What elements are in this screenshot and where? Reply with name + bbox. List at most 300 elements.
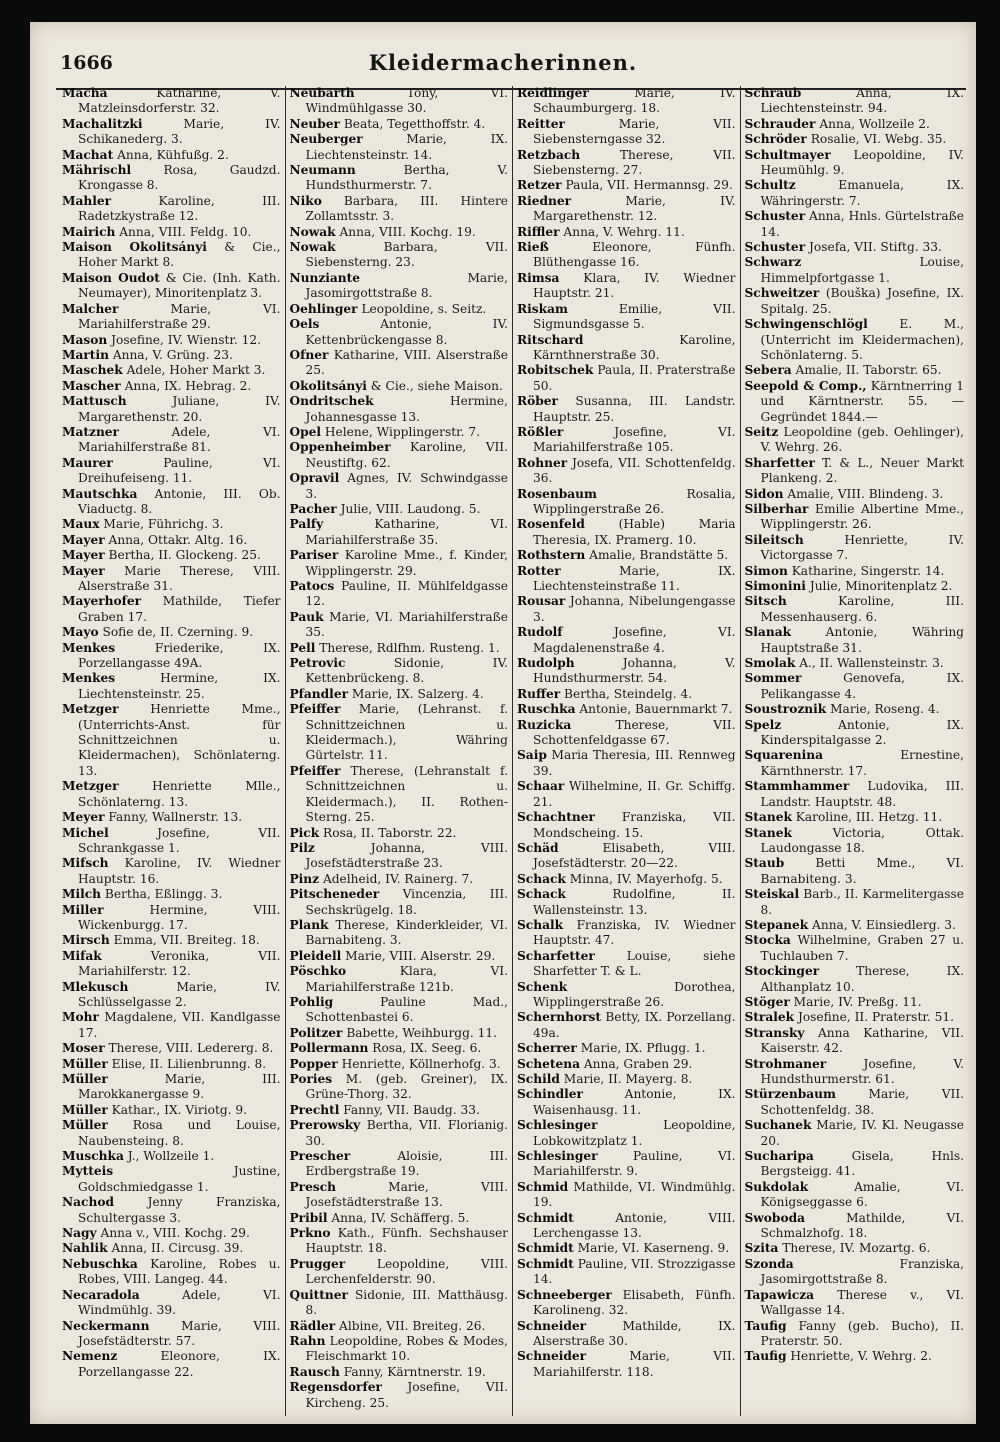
entry-details: Marie, Führichg. 3. [103,517,224,532]
entry-name: Schrauder [744,116,816,131]
entry-name: Stralek [744,1010,795,1025]
entry-details: Gisela, Hnls. Bergsteigg. 41. [760,1149,964,1179]
entry-details: Amalie, VI. Königseggasse 6. [760,1179,965,1210]
entry-details: Josefa, VII. Stiftg. 33. [809,240,942,255]
entry-details: Marie, VII. Schottenfeldg. 38. [760,1087,965,1117]
directory-entry [62,1226,281,1241]
entry-name: Nunziante [289,270,361,285]
directory-entry [62,980,281,1011]
entry-details: Marie, IX. Liechtensteinstr. 14. [305,132,509,162]
column-3 [513,86,741,1416]
entry-details: Bertha, VII. Florianig. 30. [305,1118,509,1148]
entry-details: Therese, VII. Siebensterng. 27. [533,147,736,178]
entry-details: Mathilde, IX. Alserstraße 30. [533,1318,736,1348]
directory-entry [62,1164,281,1195]
directory-entry [290,826,509,841]
directory-entry [745,625,965,656]
entry-details: Eleonore, Fünfh. Blüthengasse 16. [533,240,736,270]
entry-name: Pöschko [289,964,347,979]
entry-details: E. M., (Unterricht im Kleidermachen), Schönlaterng. 5. [760,317,965,362]
entry-details: Marie, (Lehranst. f. Schnittzeichnen u. Kleidermach.), Währing Gürtelstr. 11. [305,702,508,763]
entry-details: Anna, II. Circusg. 39. [111,1241,244,1256]
directory-entry [290,240,509,271]
entry-details: Henriette, V. Wehrg. 2. [790,1349,932,1364]
entry-details: Amalie, II. Taborstr. 65. [795,363,942,378]
entry-name: Reidlinger [517,86,589,100]
entry-details: Leopoldine, s. Seitz. [361,301,487,316]
entry-name: Simon [744,563,788,578]
entry-name: Rimsa [517,270,560,285]
entry-details: Marie, IV. Schlüsselgasse 2. [78,979,281,1009]
directory-entry [290,1226,509,1257]
entry-details: Rosa, Gaudzd. Krongasse 8. [78,163,281,193]
directory-entry [517,363,736,394]
entry-details: Pauline, VI. Dreihufeiseng. 11. [78,455,281,486]
entry-details: Elise, II. Lilienbrunng. 8. [111,1056,267,1071]
directory-entry [62,86,281,117]
entry-name: Riskam [517,301,568,316]
entry-name: Schalk [517,917,564,932]
directory-entry [745,255,965,286]
entry-details: Therese, (Lehranstalt f. Schnittzeichnen u. Kleidermach.), II. Rothen-Sterng. 25. [305,763,508,825]
entry-details: Emanuela, IX. Währingerstr. 7. [760,178,964,208]
entry-name: Mirsch [62,933,110,948]
entry-details: Betti Mme., VI. Barnabiteng. 3. [760,856,964,886]
entry-details: Emilie, VII. Sigmundsgasse 5. [533,301,736,332]
entry-name: Pohlig [289,994,334,1009]
entry-details: Marie, VIII. Josefstädterstr. 57. [78,1318,281,1348]
entry-details: Anna Katharine, VII. Kaiserstr. 42. [760,1025,964,1056]
entry-details: Karoline, Kärnthnerstraße 30. [533,332,736,362]
directory-entry [517,302,736,333]
directory-entry [745,826,965,857]
entry-name: Sidon [744,486,784,501]
directory-entry [62,1103,281,1118]
entry-details: Dorothea, Wipplingerstraße 26. [533,979,736,1009]
directory-entry [745,594,965,625]
directory-entry [62,903,281,934]
entry-name: Stockinger [744,964,820,979]
entry-details: Leopoldine, Lobkowitzplatz 1. [533,1118,736,1148]
directory-entry [62,533,281,548]
entry-name: Schachtner [517,810,595,825]
directory-entry [517,1180,736,1211]
directory-entry [62,779,281,810]
entry-name: Schmidt [517,1256,574,1271]
entry-details: Babette, Weihburgg. 11. [346,1025,498,1040]
entry-name: Schindler [517,1087,583,1102]
entry-details: Therese, VII. Schottenfeldgasse 67. [533,717,736,748]
entry-name: Scharfetter [517,948,595,963]
entry-details: Johanna, V. Hundsthurmerstr. 54. [533,656,736,686]
entry-name: Machalitzki [62,116,143,131]
directory-entry [62,1041,281,1056]
directory-entry [62,856,281,887]
entry-details: Marie, IV. Preßg. 11. [793,994,922,1009]
directory-entry [517,625,736,656]
entry-name: Nachod [62,1195,114,1210]
directory-entry [62,826,281,857]
entry-details: & Cie., siehe Maison. [370,378,503,393]
entry-details: Klara, VI. Mariahilferstraße 121b. [305,964,508,994]
entry-details: Johanna, Nibelungengasse 3. [533,594,736,624]
entry-name: Mahler [62,193,112,208]
directory-entry [290,995,509,1026]
directory-entry [517,333,736,364]
directory-entry [290,271,509,302]
entry-details: Anna, V. Einsiedlerg. 3. [812,917,956,932]
entry-details: Mathilde, Tiefer Graben 17. [78,594,281,624]
directory-entry [290,1211,509,1226]
directory-entry [745,579,965,594]
entry-details: Susanna, III. Landstr. Hauptstr. 25. [533,394,736,424]
entry-details: Franziska, Jasomirgottstraße 8. [760,1256,964,1287]
directory-entry [745,779,965,810]
directory-entry [62,271,281,302]
entry-name: Mairich [62,224,116,239]
entry-name: Schlesinger [517,1149,598,1164]
entry-details: M. (geb. Greiner), IX. Grüne-Thorg. 32. [305,1072,508,1102]
entry-name: Pollermann [289,1041,369,1056]
entry-name: Plank [289,917,329,932]
entry-details: Therese, IX. Althanplatz 10. [760,964,964,994]
entry-name: Prugger [289,1256,346,1271]
entry-details: Fanny, Wallnerstr. 13. [108,810,243,825]
entry-details: Marie, Roseng. 4. [830,702,940,717]
entry-name: Pacher [289,501,337,516]
entry-details: Friederike, IX. Porzellangasse 49A. [78,640,281,671]
entry-name: Schultmayer [744,147,831,162]
entry-name: Szonda [744,1256,794,1271]
directory-entry [745,1149,965,1180]
directory-entry [290,1118,509,1149]
entry-name: Nowak [289,224,336,239]
directory-entry [517,456,736,487]
directory-entry [62,1057,281,1072]
directory-entry [62,625,281,640]
entry-details: Josefa, VII. Schottenfeldg. 36. [533,455,736,486]
entry-details: Agnes, IV. Schwindgasse 3. [305,471,508,501]
directory-entry [517,194,736,225]
entry-details: Henriette Mme., (Unterrichts-Anst. für Schnittzeichnen u. Kleidermachen), Schönlaterng. 13. [78,702,281,778]
entry-details: Therese, Kinderkleider, VI. Barnabiteng. 3. [305,917,508,948]
entry-name: Schmid [517,1179,569,1194]
entry-details: Johanna, VIII. Josefstädterstraße 23. [305,840,508,871]
entry-name: Schmidt [517,1210,574,1225]
entry-name: Petrovic [289,656,346,671]
entry-name: Pfeiffer [289,702,341,717]
entry-details: Barbara, VII. Siebensterng. 23. [305,240,508,270]
entry-details: Marie, VI. Mariahilferstraße 29. [78,301,281,332]
entry-name: Mayo [62,625,99,640]
entry-name: Riedner [517,193,572,208]
directory-entry [62,348,281,363]
entry-details: Klara, IV. Wiedner Hauptstr. 21. [533,270,736,301]
directory-entry [517,1257,736,1288]
entry-name: Nemenz [62,1349,118,1364]
entry-details: Anna, VIII. Feldg. 10. [119,224,252,239]
entry-details: Helene, Wipplingerstr. 7. [324,424,480,439]
directory-entry [745,240,965,255]
entry-name: Ruschka [517,702,576,717]
entry-name: Oehlinger [289,301,358,316]
directory-entry [517,271,736,302]
directory-entry [290,841,509,872]
directory-entry [290,471,509,502]
entry-details: Rosa, IX. Seeg. 6. [372,1041,482,1056]
entry-details: & Cie., Hoher Markt 8. [78,240,281,270]
entry-name: Taufig [744,1349,787,1364]
directory-entry [290,1041,509,1056]
directory-entry [290,1288,509,1319]
directory-entry [745,1257,965,1288]
directory-entry [745,933,965,964]
entry-details: Fanny (geb. Bucho), II. Praterstr. 50. [760,1318,965,1348]
entry-name: Rudolph [517,656,575,671]
entry-name: Staub [744,856,785,871]
entry-name: Michel [62,825,109,840]
entry-name: Soustroznik [744,702,827,717]
entry-name: Sukdolak [744,1179,809,1194]
entry-details: Henriette Mlle., Schönlaterng. 13. [78,779,281,809]
entry-details: Rosa, II. Taborstr. 22. [323,825,457,840]
entry-details: Kathar., IX. Viriotg. 9. [111,1102,248,1117]
directory-entry [745,379,965,425]
directory-entry [290,348,509,379]
entry-name: Schröder [744,132,807,147]
entry-name: Ruzicka [517,717,572,732]
directory-entry [62,1349,281,1380]
directory-entry [290,872,509,887]
directory-entry [62,379,281,394]
directory-entry [517,394,736,425]
entry-name: Spelz [744,717,782,732]
entry-details: Ernestine, Kärnthnerstr. 17. [760,748,964,778]
entry-name: Pinz [289,871,320,886]
directory-entry [517,1149,736,1180]
entry-details: Therese, VIII. Ledererg. 8. [108,1041,274,1056]
directory-entry [517,656,736,687]
directory-entry [290,86,509,117]
entry-details: Josefine, V. Hundsthurmerstr. 61. [760,1056,964,1086]
entry-details: Vincenzia, III. Sechskrügelg. 18. [305,887,509,917]
directory-entry [62,487,281,518]
entry-details: Karoline, III. Messenhauserg. 6. [760,594,964,624]
directory-entry [517,1319,736,1350]
directory-entry [745,702,965,717]
directory-page [30,22,976,1424]
entry-details: Leopoldine, Robes & Modes, Fleischmarkt 10. [305,1333,508,1364]
entry-name: Pfandler [289,686,348,701]
directory-entry [745,533,965,564]
entry-name: Mayerhofer [62,594,142,609]
entry-details: Leopoldine, IV. Heumühlg. 9. [760,147,964,178]
entry-name: Pories [289,1072,333,1086]
directory-entry [290,918,509,949]
directory-entry [62,1241,281,1256]
column-2 [286,86,514,1416]
entry-details: Bertha, Eßlingg. 3. [104,887,223,902]
directory-entry [290,764,509,826]
entry-name: Sommer [744,671,802,686]
entry-name: Metzger [62,702,119,717]
entry-details: Amalie, VIII. Blindeng. 3. [787,486,944,501]
entry-name: Opel [289,424,322,439]
entry-name: Ruffer [517,686,561,701]
directory-entry [62,163,281,194]
entry-details: (Hable) Maria Theresia, IX. Pramerg. 10. [533,517,736,547]
directory-entry [517,687,736,702]
entry-name: Mautschka [62,486,138,501]
directory-entry [517,718,736,749]
entry-details: Anna, Wollzeile 2. [819,116,930,131]
entry-name: Rothstern [517,548,586,563]
directory-entry [517,1087,736,1118]
directory-entry [745,918,965,933]
entry-details: Karoline, Robes u. Robes, VIII. Langeg. 44. [78,1256,281,1287]
directory-entry [517,225,736,240]
entry-name: Slanak [744,625,792,640]
entry-name: Rotter [517,563,561,578]
directory-entry [745,1241,965,1256]
directory-entry [62,887,281,902]
directory-entry [62,564,281,595]
entry-name: Schack [517,887,566,902]
entry-name: Rausch [289,1364,340,1379]
directory-entry [517,86,736,117]
directory-entry [517,887,736,918]
directory-entry [517,594,736,625]
entry-name: Niko [289,193,322,208]
entry-details: Marie, Jasomirgottstraße 8. [305,270,508,301]
entry-name: Schuster [744,240,806,255]
directory-entry [290,1380,509,1411]
directory-entry [517,1072,736,1087]
directory-entry [517,810,736,841]
directory-entry [517,548,736,563]
directory-entry [62,1072,281,1103]
directory-entry [290,641,509,656]
directory-entry [745,1118,965,1149]
entry-name: Prechtl [289,1102,340,1117]
entry-details: Bertha, II. Glockeng. 25. [108,548,261,563]
entry-name: Suchanek [744,1118,812,1133]
entry-details: Fanny, Kärntnerstr. 19. [343,1364,486,1379]
directory-entry [290,548,509,579]
entry-details: Anna, V. Wehrg. 11. [563,224,685,239]
entry-details: Marie Therese, VIII. Alserstraße 31. [78,563,281,593]
entry-name: Schäd [517,840,559,855]
directory-entry [745,1288,965,1319]
entry-name: Ritschard [517,332,584,347]
entry-details: Paula, II. Praterstraße 50. [533,363,736,393]
entry-details: Jenny Franziska, Schultergasse 3. [78,1195,281,1225]
entry-details: Elisabeth, VIII. Josefstädterstr. 20—22. [533,840,736,871]
entry-name: Stürzenbaum [744,1087,836,1102]
entry-name: Stammhammer [744,779,850,794]
entry-name: Oels [289,317,320,332]
entry-name: Maison Oudot [62,270,160,285]
entry-name: Schetena [517,1056,580,1071]
entry-name: Neubarth [289,86,355,100]
directory-entry [290,1026,509,1041]
directory-entry [517,1349,736,1380]
entry-name: Schweitzer [744,286,820,301]
entry-name: Presch [289,1179,336,1194]
entry-details: Pauline, VI. Mariahilferstr. 9. [533,1149,736,1179]
entry-name: Rahn [289,1333,326,1348]
entry-details: Anna, Hnls. Gürtelstraße 14. [760,209,964,239]
directory-entry [62,225,281,240]
entry-details: Kärntnerring 1 und Kärntnerstr. 55. —Gegründet 1844.— [760,378,964,424]
directory-entry [745,502,965,533]
entry-details: Anna, Ottakr. Altg. 16. [108,532,248,547]
entry-details: Rosalie, VI. Webg. 35. [810,132,947,147]
entry-details: Marie, VI. Kaserneng. 9. [577,1241,730,1256]
directory-entry [290,132,509,163]
directory-entry [745,995,965,1010]
entry-name: Sileitsch [744,532,804,547]
directory-entry [62,949,281,980]
entry-name: Mattusch [62,394,127,409]
directory-entry [745,132,965,147]
entry-name: Matzner [62,424,119,439]
entry-name: Schmidt [517,1241,574,1256]
directory-entry [745,286,965,317]
entry-name: Pfeiffer [289,763,341,778]
entry-details: Karoline Mme., f. Kinder, Wipplingerstr. 29. [305,548,509,578]
entry-name: Milch [62,887,102,902]
column-1 [58,86,286,1416]
entry-name: Martin [62,347,109,362]
directory-entry [745,456,965,487]
entry-name: Schlesinger [517,1118,598,1133]
entry-details: Emma, VII. Breiteg. 18. [113,933,260,948]
entry-details: A., II. Wallensteinstr. 3. [799,656,944,671]
directory-entry [290,1319,509,1334]
entry-details: Leopoldine, VIII. Lerchenfelderstr. 90. [305,1256,509,1287]
directory-entry [745,317,965,363]
directory-entry [62,302,281,333]
entry-details: J., Wollzeile 1. [127,1149,215,1164]
entry-name: Scherrer [517,1041,577,1056]
directory-entry [290,949,509,964]
directory-entry [62,240,281,271]
entry-name: Pleidell [289,948,342,963]
entry-details: Pauline, VII. Strozzigasse 14. [533,1256,736,1287]
entry-name: Sitsch [744,594,787,609]
entry-details: Josefine, VI. Mariahilferstraße 105. [533,424,736,455]
entry-name: Stocka [744,933,791,948]
directory-entry [290,1257,509,1288]
directory-entry [745,856,965,887]
directory-entry [62,394,281,425]
entry-name: Schild [517,1072,560,1086]
directory-entry [745,1010,965,1025]
directory-entry [62,810,281,825]
directory-entry [745,1349,965,1364]
entry-details: Louise, Himmelpfortgasse 1. [760,255,964,285]
entry-details: Hermine, VIII. Wickenburgg. 17. [78,902,281,932]
entry-details: Marie, VIII. Josefstädterstraße 13. [305,1179,508,1210]
entry-details: Adele, Hoher Markt 3. [126,363,266,378]
entry-name: Retzer [517,178,562,193]
entry-details: Rudolfine, II. Wallensteinstr. 13. [533,887,736,917]
directory-entry [290,687,509,702]
entry-name: Silberhar [744,501,809,516]
entry-details: Adele, VI. Windmühlg. 39. [78,1287,281,1318]
directory-entry [290,1057,509,1072]
